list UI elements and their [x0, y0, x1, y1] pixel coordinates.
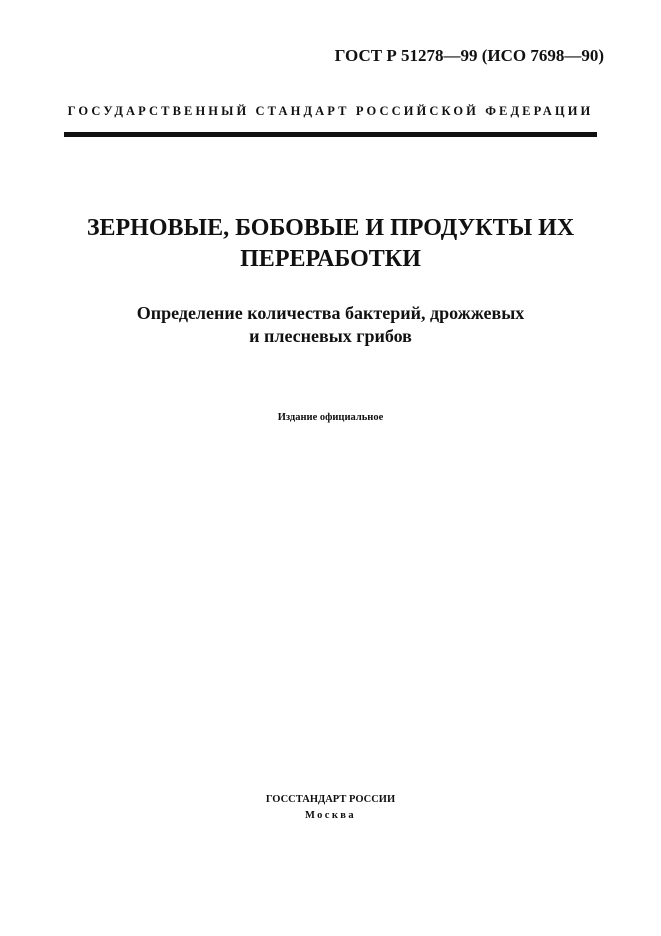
header-divider [64, 132, 597, 137]
publisher-name: ГОССТАНДАРТ РОССИИ [265, 794, 396, 805]
state-standard-header: ГОСУДАРСТВЕННЫЙ СТАНДАРТ РОССИЙСКОЙ ФЕДЕРАЦИИ [67, 104, 594, 118]
document-title: ЗЕРНОВЫЕ, БОБОВЫЕ И ПРОДУКТЫ ИХ ПЕРЕРАБОТКИ [86, 215, 575, 272]
standard-number: ГОСТ Р 51278—99 (ИСО 7698—90) [334, 46, 604, 65]
document-subtitle: Определение количества бактерий, дрожжевых и плесневых грибов [136, 303, 525, 346]
edition-label: Издание официальное [277, 412, 384, 423]
publisher-city: Москва [304, 810, 357, 821]
